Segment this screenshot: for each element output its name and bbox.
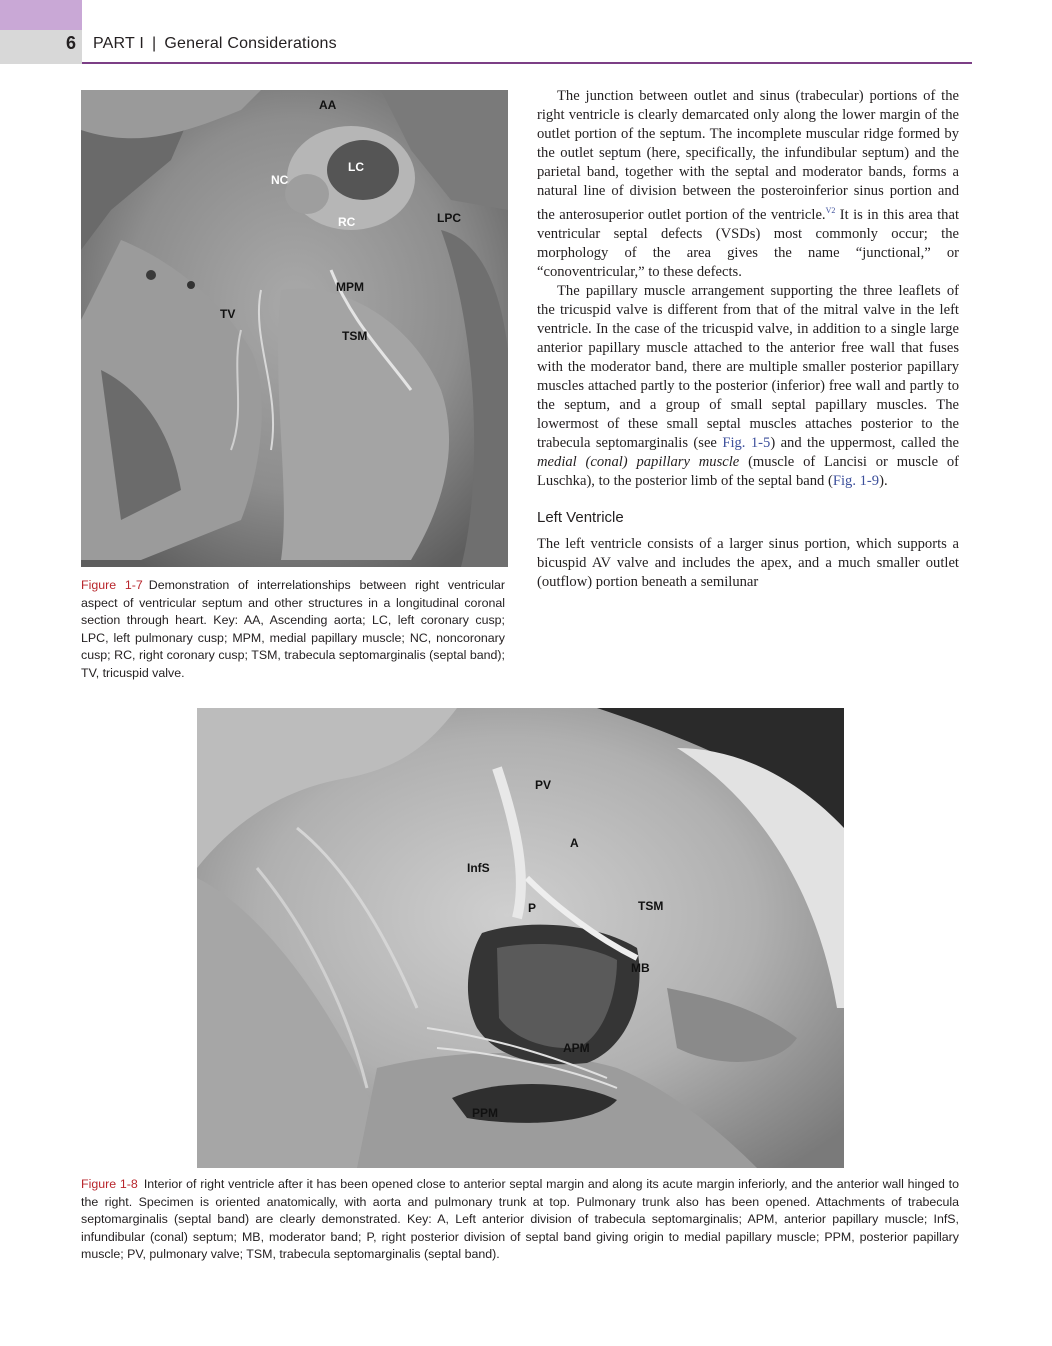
- fig7-label-mpm: MPM: [336, 280, 364, 294]
- body-text-column: [537, 87, 959, 592]
- fig7-label-lpc: LPC: [437, 211, 461, 225]
- fig8-label-a: A: [570, 836, 579, 850]
- header-rule: [82, 62, 972, 64]
- fig8-label-tsm: TSM: [638, 899, 664, 913]
- fig8-label-p: P: [528, 901, 537, 915]
- fig8-label-ppm: PPM: [472, 1106, 499, 1120]
- fig8-label-infs: InfS: [467, 861, 490, 875]
- fig7-label-lc: LC: [348, 160, 364, 174]
- figure-1-8-caption: [81, 1176, 959, 1264]
- figure-1-8-caption-number: Figure 1-8: [81, 1177, 138, 1191]
- running-header-section: General Considerations: [164, 35, 337, 52]
- fig8-label-pv: PV: [535, 778, 552, 792]
- fig7-label-tv: TV: [220, 307, 236, 321]
- body-paragraph-3: The left ventricle consists of a larger sinus portion, which supports a bicuspid AV valve and includes the apex, and a much smaller outlet (outflow) portion beneath a semilunar: [537, 535, 959, 590]
- fig7-label-aa: AA: [319, 98, 337, 112]
- figure-reference-link[interactable]: Fig. 1-9: [832, 472, 880, 489]
- citation-superscript: V2: [825, 206, 836, 215]
- figure-1-7-photo: [81, 90, 508, 567]
- figure-reference-link[interactable]: Fig. 1-5: [722, 434, 771, 451]
- figure-1-8-specimen-graphic: [197, 708, 844, 1168]
- running-header-part: PART I: [93, 35, 144, 52]
- running-header: PART I | General Considerations: [93, 35, 337, 52]
- section-heading: Left Ventricle: [537, 508, 624, 526]
- figure-1-7-specimen-graphic: [81, 90, 508, 567]
- figure-1-8-photo: [197, 708, 844, 1168]
- figure-1-7-caption-text: Demonstration of interrelationships between right ventricular aspect of ventricular septum and other structures in a longitudinal coronal section through heart. Key: AA, Ascending aorta; LC, left coronary cusp; LPC, left pulmonary cusp; MPM, medial papillary muscle; NC, noncoronary cusp; RC, right coronary cusp; TSM, trabecula septomarginalis (septal band); TV, tricuspid valve.: [81, 578, 505, 680]
- page-number: 6: [65, 33, 76, 53]
- fig7-label-rc: RC: [338, 215, 356, 229]
- fig7-label-nc: NC: [271, 173, 289, 187]
- figure-1-7-caption-number: Figure 1-7: [81, 578, 143, 592]
- fig7-label-tsm: TSM: [342, 329, 368, 343]
- fig8-label-apm: APM: [563, 1041, 590, 1055]
- fig8-label-mb: MB: [631, 961, 650, 975]
- body-paragraph-2: The papillary muscle arrangement supporting the three leaflets of the tricuspid valve is different from that of the mitral valve in the left ventricle. In the case of the tricuspid valve, in addition to a single large anterior papillary muscle attached to the anterior free wall that fuses with the moderator band, there are multiple smaller posterior papillary muscles attached partly to the posterior (inferior) free wall and partly to the septum, and a group of small septal papillary muscles. The lowermost of these small septal muscles attaches posterior to the trabecula septomarginalis (see Fig. 1-5) and the uppermost, called the medial (conal) papillary muscle (muscle of Lancisi or muscle of Luschka), to the posterior limb of the septal band (Fig. 1-9).: [537, 282, 960, 489]
- figure-1-8-caption-text: Interior of right ventricle after it has been opened close to anterior septal margin and along its acute margin inferiorly, and the anterior wall hinged to the right. Specimen is oriented anatomically, with aorta and pulmonary trunk at top. Pulmonary trunk also has been opened. Attachments of trabecula septomarginalis (septal band) are clearly demonstrated. Key: A, Left anterior division of trabecula septomarginalis; APM, anterior papillary muscle; InfS, infundibular (conal) septum; MB, moderator band; P, right posterior division of septal band giving origin to medial papillary muscle; PPM, posterior papillary muscle; PV, pulmonary valve; TSM, trabecula septomarginalis (septal band).: [81, 1177, 959, 1261]
- figure-1-7-caption: [81, 577, 505, 682]
- body-paragraph-1: The junction between outlet and sinus (trabecular) portions of the right ventricle is clearly demarcated only along the lower margin of the outlet portion of the septum. The incomplete muscular ridge formed by the outlet septum (here, specifically, the infundibular septum) and the parietal band, together with the septal and moderator bands, forms a natural line of division between the posteroinferior sinus portion and the anterosuperior outlet portion of the ventricle.$^{V2}$ It is in this area that ventricular septal defects (VSDs) most commonly occur; the morphology of the area gives the name “junctional,” or “conoventricular,” to these defects.: [537, 88, 959, 280]
